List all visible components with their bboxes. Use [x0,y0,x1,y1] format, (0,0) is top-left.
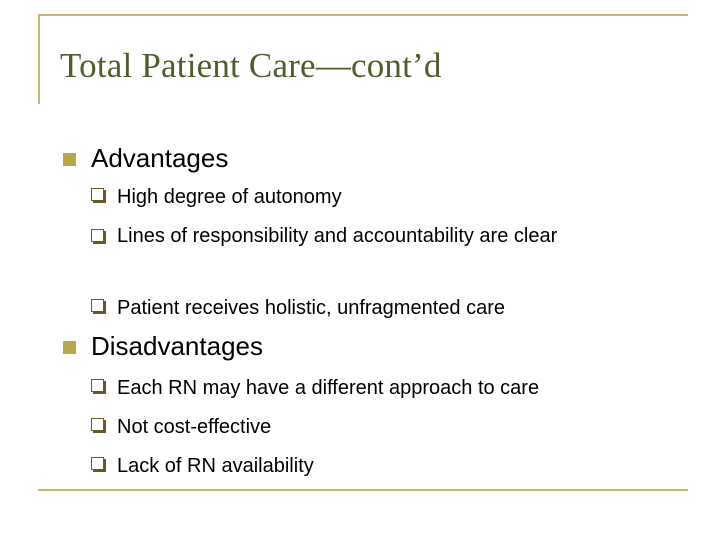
top-border-line [38,14,688,16]
hollow-square-bullet-icon [91,418,104,431]
left-border-line [38,14,40,104]
hollow-square-bullet-icon [91,379,104,392]
list-item-text: Lack of RN availability [117,455,314,477]
list-item-text: Patient receives holistic, unfragmented care [117,297,505,319]
hollow-square-bullet-icon [91,188,104,201]
hollow-square-bullet-icon [91,229,104,242]
list-item-text: Lines of responsibility and accountability are clear [117,225,558,247]
list-item-text: Each RN may have a different approach to care [117,377,540,399]
square-bullet-icon [63,341,76,354]
list-item-text: High degree of autonomy [117,186,342,208]
bottom-border-line [38,489,688,491]
slide-title: Total Patient Care—cont’d [60,46,442,85]
hollow-square-bullet-icon [91,457,104,470]
hollow-square-bullet-icon [91,299,104,312]
section-heading-advantages: Advantages [91,143,229,173]
section-heading-disadvantages: Disadvantages [91,331,263,361]
list-item-text: Not cost-effective [117,416,272,438]
square-bullet-icon [63,153,76,166]
